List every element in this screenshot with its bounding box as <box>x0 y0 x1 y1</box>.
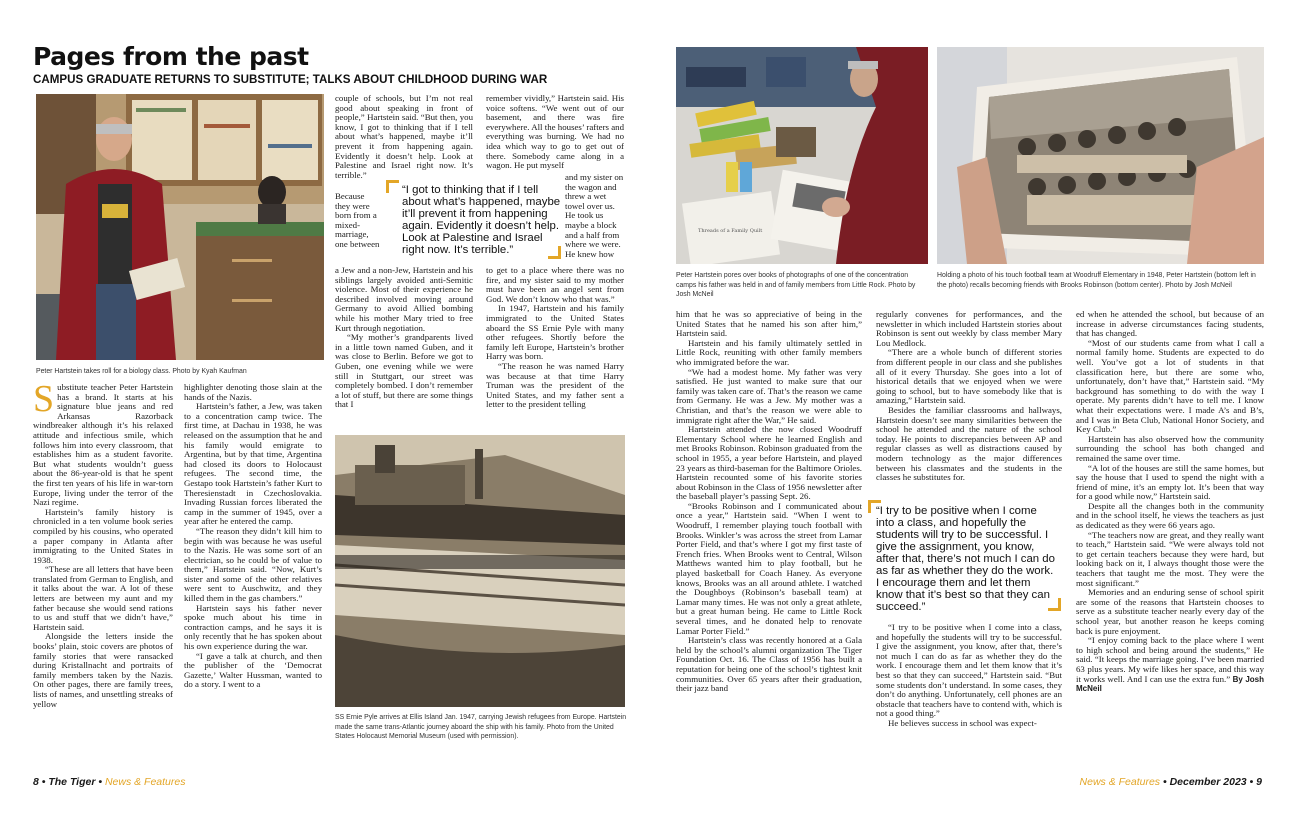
article-paragraph: In 1947, Hartstein and his family immigrated to the United States aboard the SS Ernie Pyle with many other refugees. Shortly before the family left Europe, Hartstein’s brother Harry was born. <box>486 303 624 362</box>
article-column-3-wrap <box>335 192 381 264</box>
article-paragraph: Hartstein’s class was recently honored at a Gala held by the school’s alumni organization The Tiger Foundation Oct. 16. The Class of 1956 has built a reputation for being one of the school’s tightest knit communities. Over 65 years after their graduation, their jazz band <box>676 635 862 694</box>
book-cover-title: Threads of a Family Quilt <box>698 228 763 234</box>
page-number-left: 8 <box>33 776 39 788</box>
drop-cap: S <box>33 383 55 420</box>
article-column-4-top <box>486 94 624 170</box>
classroom-photo-caption: Peter Hartstein takes roll for a biology class. Photo by Kyah Kaufman <box>36 368 247 375</box>
football-team-photo-caption: Holding a photo of his touch football team at Woodruff Elementary in 1948, Peter Hartstein (bottom left in the photo) recalls becoming friends with Brooks Robinson (bottom center). Photo by Josh McNeil <box>937 272 1256 289</box>
article-column-3-bottom <box>335 266 473 430</box>
article-closing-text: “I enjoy coming back to the place where I went to high school and being around the students,” He said. “It keeps the marriage going. I’ve been married 63 plus years. My wife likes her space, and this way it works well. And I can use the extra fun.” <box>1076 635 1264 684</box>
article-paragraph: “We had a modest home. My father was very satisfied. He just wanted to make sure that our family was taken care of. That’s the reason we came from Germany. He was a Jew. My mother was a Christian, and that’s the reason we were able to immigrate right after the War,” He said. <box>676 366 862 425</box>
ship-photo-caption: SS Ernie Pyle arrives at Ellis Island Jan. 1947, carrying Jewish refugees from Europe. Hartstein made the same trans-Atlantic journey aboard the ship with his family. Photo from the United States Holocaust Memorial Museum (used with permission). <box>335 714 627 741</box>
article-paragraph: Hartstein’s family history is chronicled in a ten volume book series compiled by his cousins, who operated a paper company in Atlanta after immigrating to the United States in 1938. <box>33 506 173 565</box>
article-paragraph: Hartstein attended the now closed Woodruff Elementary School where he learned English and met Brooks Robinson. Robinson graduated from the school in 1955, a year before Hartstein, and played 23 years as third-baseman for the Baltimore Orioles. Hartstein recounted some of his favorite stories about Robinson in the Class of 1956 newsletter after the baseball player’s passing Sept. 26. <box>676 424 862 502</box>
article-paragraph <box>1076 636 1264 694</box>
books-photo <box>676 47 928 264</box>
article-paragraph: Memories and an enduring sense of school spirit are some of the reasons that Hartstein chooses to serve as a substitute teacher nearly every day of the school year, but another reason he keeps coming back is pure enjoyment. <box>1076 587 1264 636</box>
article-paragraph: “A lot of the houses are still the same homes, but say the house that I used to spend the night with a friend of mine, it’s an empty lot. It’s been that way for a good while now,” Hartstein said. <box>1076 462 1264 502</box>
ship-photo <box>335 435 625 707</box>
quote-open-mark <box>386 180 399 193</box>
left-page-footer: 8 • The Tiger • News & Features <box>33 776 186 788</box>
article-paragraph: “I gave a talk at church, and then the publisher of the ‘Democrat Gazette,’ Walter Hussman, wanted to do a story. I went to a <box>184 650 322 690</box>
section-name-left: News & Features <box>104 776 186 788</box>
page-number-right: 9 <box>1256 776 1262 788</box>
article-paragraph: Despite all the changes both in the community and in the school itself, he views the teachers as just as dedicated as they were 66 years ago. <box>1076 500 1264 531</box>
article-paragraph: and my sister on the wagon and threw a wet towel over us. He took us maybe a block and a half from where we were. He knew how <box>565 173 624 259</box>
classroom-photo <box>36 94 324 360</box>
article-paragraph: couple of schools, but I’m not real good about speaking in front of people,” Hartstein said. “But then, you know, I got to thinking that if I tell about what’s happened, maybe it’ll prevent it from happening again. Evidently it doesn’t help. Look at Palestine and Israel right now. It’s terrible.” <box>335 94 473 180</box>
article-paragraph: “I try to be positive when I come into a class, and hopefully the students will try to be successful. I give the assignment, you know, after that, there’s not much I can do as far as whether they do the work. I encourage them and let them know that it’s best so that they can succeed,” Hartstein said. “But some students don’t understand. In some cases, they don’t do anything. Unfortunately, cell phones are an obstacle that teachers have to contend with, which is not a good thing.” <box>876 623 1062 719</box>
byline: By Josh McNeil <box>1076 674 1264 694</box>
pull-quote-2: “I try to be positive when I come into a class, and hopefully the students will try to be successful. I give the assignment, you know, after that, there’s not much I can do as far as whether they do the work. I encourage them and let them know that it’s best so that they can succeed.” <box>876 505 1055 613</box>
issue-date: December 2023 <box>1169 776 1247 788</box>
article-paragraph: regularly convenes for performances, and the newsletter in which included Hartstein stories about Robinson is sent out weekly by class member Mary Lou Medlock. <box>876 310 1062 348</box>
article-column-4-wrap <box>565 173 625 265</box>
article-paragraph: remember vividly,” Hartstein said. His voice softens. “We went out of our basement, and there was fire everywhere. All the houses’ rafters and everything was burning. We had no idea which way to go to get out of there. Somebody came along in a wagon. He put myself <box>486 94 624 170</box>
article-paragraph: “The reason he was named Harry was because at that time Harry Truman was the president of the United States, and my father sent a letter to the president telling <box>486 360 624 410</box>
section-name-right: News & Features <box>1079 776 1161 788</box>
publication-name: The Tiger <box>48 776 96 788</box>
article-paragraph: Because they were born from a mixed-marriage, one between <box>335 192 380 249</box>
article-column-7 <box>1076 310 1264 750</box>
article-paragraph: He believes success in school was expect- <box>888 717 1037 728</box>
article-paragraph: ubstitute teacher Peter Hartstein has a brand. It starts at his signature blue jeans and red Arkansas Razorback windbreaker although it’s his relaxed attitude and infectious smile, which follows him into every classroom, that establishes him as a student favorite. But what students wouldn’t guess about the 86-year-old is that he spent the first ten years of his life in war-torn Europe, living under the terror of the Nazi regime. <box>33 383 173 508</box>
article-paragraph: “The teachers now are great, and they really want to teach,” Hartstein said. “We were always told not to get certain teachers because they were hard, but looking back on it, I always thought those were the teachers that taught me the most. They were the most significant.” <box>1076 529 1264 588</box>
article-paragraph: “The reason they didn’t kill him to begin with was because he was useful to the Nazis. He was some sort of an electrician, so he could be of value to them,” Hartstein said. “Now, Kurt’s sister and some of the other relatives were sent to Auschwitz, and they killed them in the gas chambers.” <box>184 525 322 604</box>
article-column-6-bottom <box>876 623 1062 747</box>
article-paragraph: “My mother’s grandparents lived in a little town named Guben, and it was close to Berlin. Before we got to Guben, one evening while we were still in Stuttgart, our street was completely bombed. I don’t remember a lot of stuff, but there are some things that I <box>335 332 473 410</box>
quote-close-mark <box>1048 598 1061 611</box>
article-paragraph: Hartstein says his father never spoke much about his time in contraction camps, and he says it is only recently that he has spoken about his own experience during the war. <box>184 602 322 652</box>
pull-quote-1: “I got to thinking that if I tell about what’s happened, maybe it’ll prevent it from happening again. Evidently it doesn’t help. Look at Palestine and Israel right now. It’s terrible.” <box>402 184 561 256</box>
article-paragraph: a Jew and a non-Jew, Hartstein and his siblings largely avoided anti-Semitic violence. Most of their experience he described involved moving around Germany to avoid Allied bombing while his mother Mary tried to free Kurt through negotiation. <box>335 266 473 333</box>
article-column-5 <box>676 310 862 746</box>
article-paragraph: Besides the familiar classrooms and hallways, Hartstein doesn’t see many similarities between the school he attended and the nature of the school today. He points to discrepancies between AP and regular classes as well as distractions caused by modern technology as the major differences between his classmates and the students in the classes he substitutes for. <box>876 404 1062 483</box>
article-column-4-bottom <box>486 266 624 430</box>
article-paragraph: highlighter denoting those slain at the hands of the Nazis. <box>184 383 322 402</box>
article-column-6-top <box>876 310 1062 494</box>
article-column-3-top <box>335 94 473 190</box>
headline: Pages from the past <box>33 42 309 71</box>
subhead: CAMPUS GRADUATE RETURNS TO SUBSTITUTE; TALKS ABOUT CHILDHOOD DURING WAR <box>33 73 548 86</box>
books-photo-caption: Peter Hartstein pores over books of photographs of one of the concentration camps his father was held in and of family members from Little Rock. Photo by Josh McNeil <box>676 272 916 299</box>
article-paragraph: “These are all letters that have been translated from German to English, and it talks about the war. A lot of these letters are between my aunt and my father because she would send rations to us and stuff that we didn’t have,” Hartstein said. <box>33 564 173 632</box>
article-paragraph: Alongside the letters inside the books’ plain, stoic covers are photos of family stories that were ransacked during Kristallnacht and portraits of family members taken by the Nazis. On other pages, there are family trees, lists of names, and unsettling streaks of yellow <box>33 631 173 709</box>
article-column-2 <box>184 383 322 739</box>
article-paragraph: “Most of our students came from what I call a normal family home. Students are expected to do well. You’ve got a lot of students in that classification here, but there are some who, unfortunately, don’t have that,” Hartstein said. “My background has something to do with the way I operate. My parents didn’t have to tell me. I know what their expectations were. I made A’s and B’s, and I was in Beta Club, National Honor Society, and Key Club.” <box>1076 337 1264 435</box>
article-paragraph: “Brooks Robinson and I communicated about once a year,” Hartstein said. “When I went to Woodruff, I remember playing touch football with Brooks. Winkler’s was across the street from Lamar Porter Field, and that’s where I got my first taste of French fries. When Brooks went to Central, Wilson Matthews wanted him to play football, but he played basketball for Coach Haney. As everyone knows, Brooks was an all around athlete. I watched the Doughboys (Robinson’s baseball team) at Lamar many times. He was not only a great athlete, but a great human being. He came to Little Rock several times, and he donated help to renovate Lamar Porter Field.” <box>676 500 862 636</box>
article-paragraph: ed when he attended the school, but because of an increase in adverse circumstances facing students, that has changed. <box>1076 310 1264 339</box>
article-paragraph: him that he was so appreciative of being in the United States that he named his son after him,” Hartstein said. <box>676 310 862 339</box>
article-paragraph: “There are a whole bunch of different stories from different people in our class and she publishes all of it every Thursday. She goes into a lot of historical details that we enjoyed when we were going to school, but to have somebody like that is amazing,” Hartstein said. <box>876 347 1062 406</box>
football-team-photo <box>937 47 1264 264</box>
article-paragraph: Hartstein and his family ultimately settled in Little Rock, reuniting with other family members who immigrated before the war. <box>676 337 862 367</box>
right-page-footer: News & Features • December 2023 • 9 <box>1079 776 1262 788</box>
article-paragraph: to get to a place where there was no fire, and my sister said to my mother must have been an angel sent from God. We don’t know who that was.” <box>486 266 624 304</box>
article-column-1 <box>33 383 173 739</box>
quote-close-mark <box>548 246 561 259</box>
article-paragraph: Hartstein has also observed how the community surrounding the school has both changed and remained the same over time. <box>1076 433 1264 463</box>
article-paragraph: Hartstein’s father, a Jew, was taken to a concentration camp twice. The first time, at Dachau in 1938, he was released on the assumption that he and his family would emigrate to Argentina, but by that time, Argentina had closed its doors to Holocaust refugees. The second time, the Gestapo took Hartstein’s father Kurt to Theresienstadt in Czechoslovakia. Invading Russian forces liberated the camp in the summer of 1945, over a year after he entered the camp. <box>184 401 322 527</box>
